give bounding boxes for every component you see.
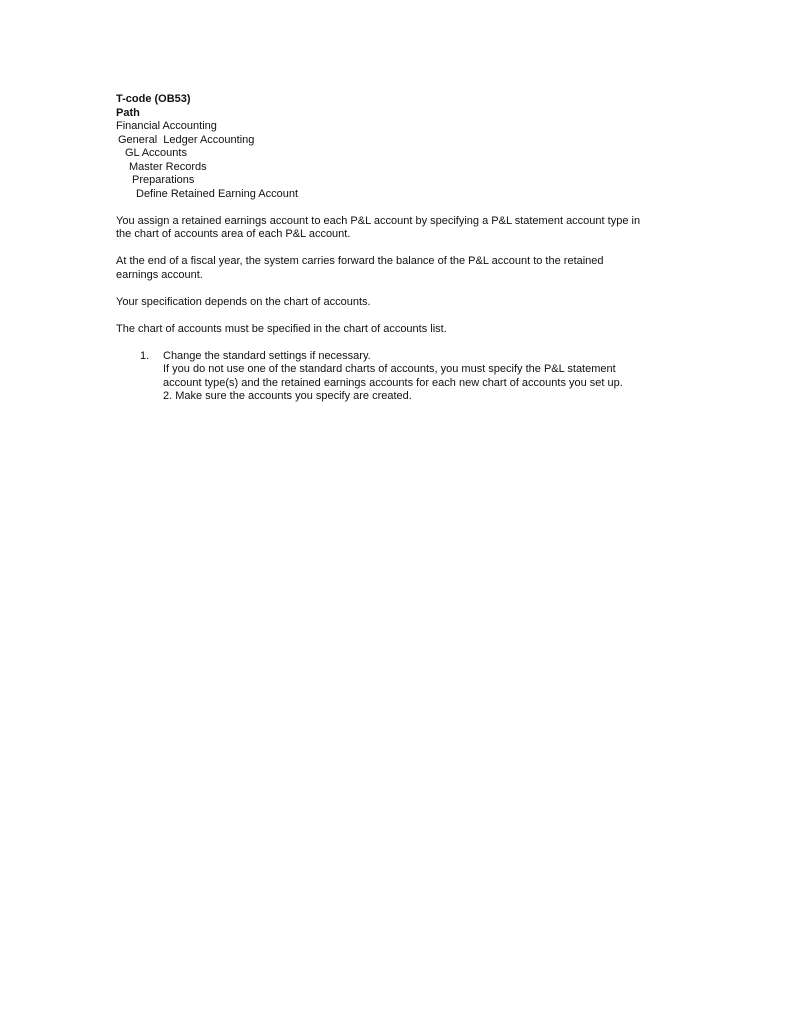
path-tree bbox=[116, 120, 716, 201]
numbered-list bbox=[116, 350, 716, 404]
list-line: account type(s) and the retained earnings accounts for each new chart of accounts you set up. bbox=[163, 376, 623, 389]
list-number: 1. bbox=[140, 349, 150, 362]
paragraph-line: the chart of accounts area of each P&L account. bbox=[116, 228, 351, 240]
paragraph-line: You assign a retained earnings account to each P&L account by specifying a P&L statement account type in bbox=[116, 214, 641, 227]
list-line: If you do not use one of the standard charts of accounts, you must specify the P&L statement bbox=[163, 363, 616, 375]
paragraph-line: At the end of a fiscal year, the system carries forward the balance of the P&L account to the retained bbox=[116, 255, 604, 267]
path-item-master-records: Master Records bbox=[129, 160, 207, 173]
path-item-define-retained-earning: Define Retained Earning Account bbox=[136, 187, 299, 200]
path-item-general-ledger: General Ledger Accounting bbox=[118, 133, 255, 146]
path-item-preparations: Preparations bbox=[132, 174, 195, 186]
path-item-financial-accounting: Financial Accounting bbox=[116, 120, 217, 132]
list-line: Change the standard settings if necessary. bbox=[163, 349, 371, 362]
path-heading: Path bbox=[116, 106, 140, 119]
list-line: 2. Make sure the accounts you specify are created. bbox=[163, 390, 412, 402]
tcode-heading: T-code (OB53) bbox=[116, 93, 191, 105]
paragraph-line: Your specification depends on the chart of accounts. bbox=[116, 295, 371, 308]
paragraph-line: The chart of accounts must be specified in the chart of accounts list. bbox=[116, 322, 447, 335]
document-page bbox=[116, 93, 716, 404]
paragraph-line: earnings account. bbox=[116, 268, 203, 281]
path-item-gl-accounts: GL Accounts bbox=[125, 147, 187, 159]
